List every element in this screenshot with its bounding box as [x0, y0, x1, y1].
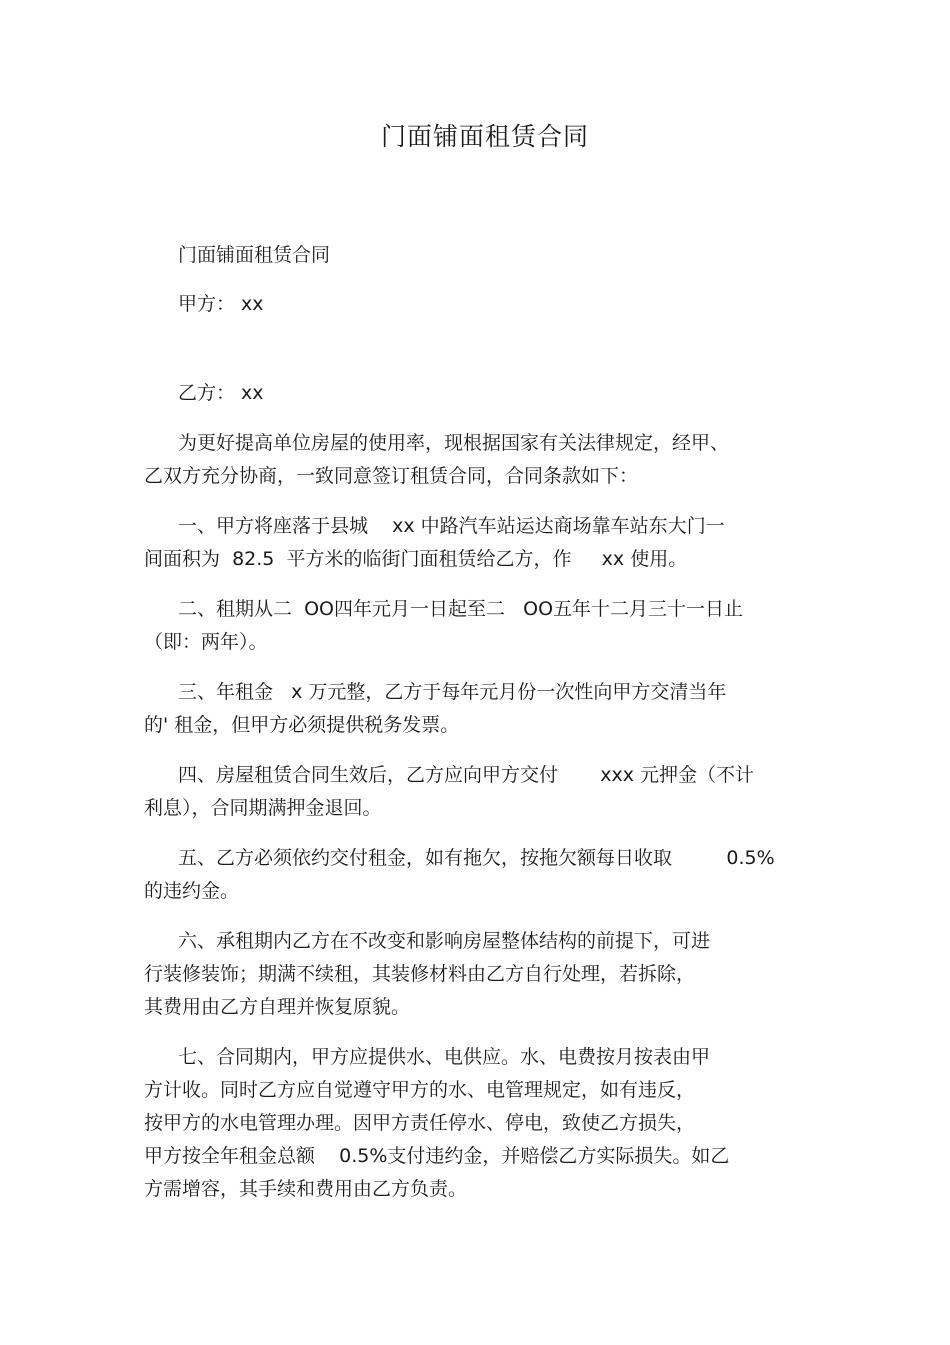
- clause-6-line-3: 其费用由乙方自理并恢复原貌。: [144, 996, 411, 1018]
- clause-6-line-1: 六、承租期内乙方在不改变和影响房屋整体结构的前提下，可进: [178, 930, 711, 952]
- clause-3-line-2: 的' 租金，但甲方必须提供税务发票。: [144, 714, 460, 736]
- party-a-line: 甲方： xx: [178, 293, 264, 315]
- clause-2-line-1: 二、租期从二 OO四年元月一日起至二 OO五年十二月三十一日止: [178, 598, 744, 620]
- preamble-line-2: 乙双方充分协商，一致同意签订租赁合同，合同条款如下：: [144, 465, 639, 487]
- clause-1-line-1: 一、甲方将座落于县城 xx 中路汽车站运达商场靠车站东大门一: [178, 515, 725, 537]
- clause-5-line-1: 五、乙方必须依约交付租金，如有拖欠，按拖欠额每日收取 0.5%: [178, 847, 775, 869]
- clause-7-line-4: 甲方按全年租金总额 0.5%支付违约金，并赔偿乙方实际损失。如乙: [144, 1145, 730, 1167]
- clause-7-line-1: 七、合同期内，甲方应提供水、电供应。水、电费按月按表由甲: [178, 1046, 711, 1068]
- clause-7-line-3: 按甲方的水电管理办理。因甲方责任停水、停电，致使乙方损失，: [144, 1112, 696, 1134]
- preamble-line-1: 为更好提高单位房屋的使用率，现根据国家有关法律规定，经甲、: [178, 432, 730, 454]
- party-b-line: 乙方： xx: [178, 382, 264, 404]
- clause-4-line-1: 四、房屋租赁合同生效后，乙方应向甲方交付 xxx 元押金（不计: [178, 764, 755, 786]
- clause-4-line-2: 利息），合同期满押金退回。: [144, 797, 382, 819]
- document-title: 门面铺面租赁合同: [380, 122, 589, 151]
- document-subtitle: 门面铺面租赁合同: [178, 244, 331, 266]
- clause-5-line-2: 的违约金。: [144, 880, 240, 902]
- clause-3-line-1: 三、年租金 x 万元整，乙方于每年元月份一次性向甲方交清当年: [178, 681, 727, 703]
- clause-7-line-2: 方计收。同时乙方应自觉遵守甲方的水、电管理规定，如有违反，: [144, 1079, 696, 1101]
- clause-1-line-2: 间面积为 82.5 平方米的临街门面租赁给乙方，作 xx 使用。: [144, 548, 688, 570]
- clause-6-line-2: 行装修装饰；期满不续租，其装修材料由乙方自行处理，若拆除，: [144, 963, 696, 985]
- clause-7-line-5: 方需增容，其手续和费用由乙方负责。: [144, 1178, 468, 1200]
- clause-2-line-2: （即：两年）。: [144, 631, 268, 653]
